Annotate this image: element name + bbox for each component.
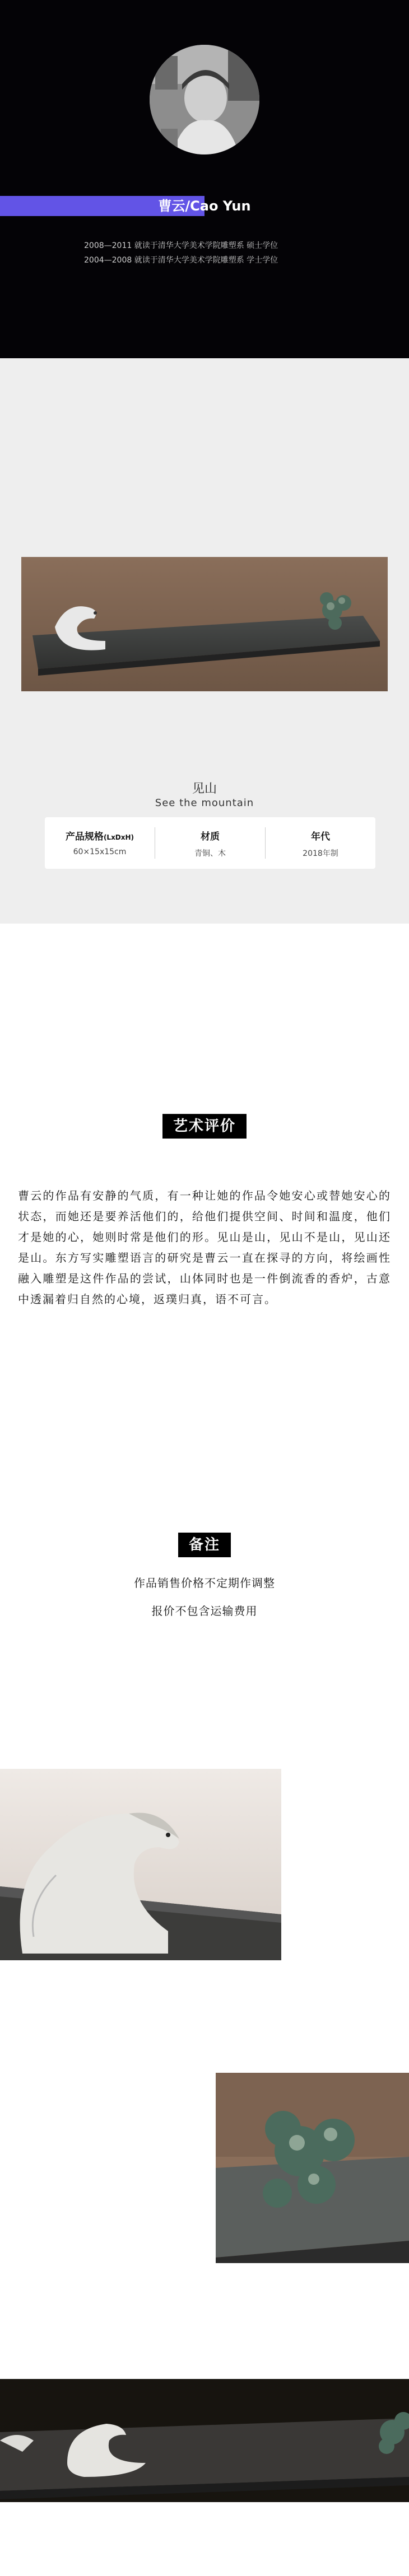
detail-photo-full	[0, 2379, 409, 2502]
spec-size	[45, 817, 155, 869]
spec-material	[155, 817, 265, 869]
education-line: 2004—2008 就读于清华大学美术学院雕塑系 学士学位	[84, 256, 278, 265]
education-line: 2008—2011 就读于清华大学美术学院雕塑系 硕士学位	[84, 241, 278, 250]
detail-photo-mountain	[216, 2073, 409, 2263]
spec-label: 产品规格	[65, 831, 104, 842]
detail-photo-horse	[0, 1769, 281, 1960]
spec-value: 60×15x15cm	[73, 847, 127, 856]
spec-table	[45, 817, 375, 869]
artwork-photo	[21, 557, 388, 691]
spec-value: 青铜、木	[194, 849, 226, 858]
artist-header	[0, 0, 409, 358]
note-line: 作品销售价格不定期作调整	[134, 1576, 275, 1590]
spec-label-suffix: (LxDxH)	[103, 833, 134, 841]
artist-avatar	[150, 45, 259, 154]
spec-year	[266, 817, 375, 869]
artwork-title-en: See the mountain	[155, 797, 254, 809]
spec-label: 年代	[311, 831, 330, 842]
spec-value: 2018年制	[303, 849, 338, 858]
spec-label: 材质	[201, 831, 220, 842]
artist-name: 曹云/Cao Yun	[158, 198, 251, 214]
review-text: 曹云的作品有安静的气质，有一种让她的作品令她安心或替她安心的状态，而她还是要养活他们的，给他们提供空间、时间和温度，他们才是她的心，她则时常是他们的形。见山是山，见山不是山，见山还是山。东方写实雕塑语言的研究是曹云一直在探寻的方向，将绘画性融入雕塑是这件作品的尝试，山体同时也是一件倒流香的香炉，古意中透漏着归自然的心境，返璞归真，语不可言。	[18, 1189, 391, 1306]
notes-heading: 备注	[178, 1533, 231, 1557]
artwork-section	[0, 358, 409, 924]
artwork-title: 见山	[192, 782, 217, 796]
note-line: 报价不包含运输费用	[151, 1604, 258, 1618]
review-heading: 艺术评价	[162, 1114, 247, 1139]
